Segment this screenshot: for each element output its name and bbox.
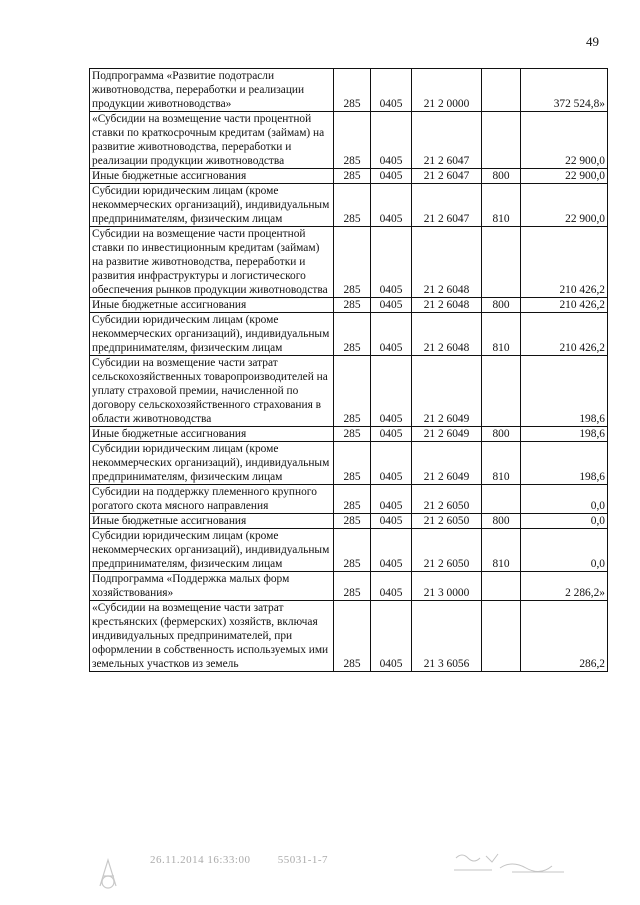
row-section: 0405 (371, 184, 412, 227)
footer (150, 854, 352, 866)
row-section: 0405 (371, 112, 412, 169)
table-row (90, 442, 608, 485)
row-article: 21 2 0000 (412, 69, 482, 112)
row-grbs: 285 (334, 184, 371, 227)
row-section: 0405 (371, 69, 412, 112)
row-grbs: 285 (334, 227, 371, 298)
row-amount: 198,6 (521, 427, 608, 442)
row-article: 21 2 6049 (412, 442, 482, 485)
row-article: 21 2 6048 (412, 313, 482, 356)
budget-table-body (90, 69, 608, 672)
row-expense-kind: 810 (482, 529, 521, 572)
row-grbs: 285 (334, 356, 371, 427)
footer-timestamp: 26.11.2014 16:33:00 (150, 854, 251, 866)
row-article: 21 2 6050 (412, 514, 482, 529)
row-expense-kind (482, 227, 521, 298)
budget-table (89, 68, 608, 672)
row-section: 0405 (371, 427, 412, 442)
row-expense-kind (482, 485, 521, 514)
row-expense-kind: 810 (482, 313, 521, 356)
row-article: 21 3 6056 (412, 601, 482, 672)
row-article: 21 2 6047 (412, 169, 482, 184)
row-section: 0405 (371, 227, 412, 298)
row-article: 21 2 6049 (412, 427, 482, 442)
row-expense-kind: 810 (482, 184, 521, 227)
row-expense-kind (482, 572, 521, 601)
row-expense-kind: 810 (482, 442, 521, 485)
table-row (90, 427, 608, 442)
row-amount: 372 524,8» (521, 69, 608, 112)
row-name: Иные бюджетные ассигнования (90, 298, 334, 313)
row-section: 0405 (371, 313, 412, 356)
row-amount: 198,6 (521, 442, 608, 485)
row-name: «Субсидии на возмещение части процентной ставки по краткосрочным кредитам (займам) на развитие животноводства, переработки и реализации продукции животноводства (90, 112, 334, 169)
row-expense-kind (482, 69, 521, 112)
table-row (90, 184, 608, 227)
row-article: 21 2 6050 (412, 485, 482, 514)
row-amount: 22 900,0 (521, 112, 608, 169)
row-section: 0405 (371, 485, 412, 514)
footer-doc-code: 55031-1-7 (277, 854, 329, 866)
row-expense-kind: 800 (482, 169, 521, 184)
row-amount: 286,2 (521, 601, 608, 672)
row-name: Иные бюджетные ассигнования (90, 169, 334, 184)
row-grbs: 285 (334, 485, 371, 514)
row-amount: 22 900,0 (521, 169, 608, 184)
row-grbs: 285 (334, 601, 371, 672)
row-expense-kind (482, 601, 521, 672)
row-name: Иные бюджетные ассигнования (90, 427, 334, 442)
table-row (90, 313, 608, 356)
row-section: 0405 (371, 529, 412, 572)
row-amount: 22 900,0 (521, 184, 608, 227)
seal-mark (94, 852, 124, 892)
row-section: 0405 (371, 572, 412, 601)
row-name: Иные бюджетные ассигнования (90, 514, 334, 529)
row-article: 21 2 6048 (412, 298, 482, 313)
row-amount: 0,0 (521, 514, 608, 529)
row-section: 0405 (371, 169, 412, 184)
row-grbs: 285 (334, 427, 371, 442)
row-name: Подпрограмма «Поддержка малых форм хозяйствования» (90, 572, 334, 601)
row-name: Субсидии на возмещение части процентной ставки по инвестиционным кредитам (займам) на развитие животноводства, переработки и развития инфраструктуры и логистического обеспечения рынков продукции животноводства (90, 227, 334, 298)
row-name: Подпрограмма «Развитие подотрасли животноводства, переработки и реализации продукции животноводства» (90, 69, 334, 112)
row-grbs: 285 (334, 298, 371, 313)
row-name: Субсидии на поддержку племенного крупного рогатого скота мясного направления (90, 485, 334, 514)
table-row (90, 112, 608, 169)
row-amount: 210 426,2 (521, 298, 608, 313)
row-grbs: 285 (334, 572, 371, 601)
row-name: Субсидии юридическим лицам (кроме некоммерческих организаций), индивидуальным предпринимателям, физическим лицам (90, 529, 334, 572)
row-amount: 0,0 (521, 485, 608, 514)
row-name: Субсидии на возмещение части затрат сельскохозяйственных товаропроизводителей на уплату страховой премии, начисленной по договору сельскохозяйственного страхования в области животноводства (90, 356, 334, 427)
table-row (90, 572, 608, 601)
table-row (90, 514, 608, 529)
signature-stamp (452, 850, 572, 876)
row-expense-kind (482, 112, 521, 169)
row-section: 0405 (371, 298, 412, 313)
row-section: 0405 (371, 601, 412, 672)
row-expense-kind (482, 356, 521, 427)
row-grbs: 285 (334, 514, 371, 529)
row-amount: 0,0 (521, 529, 608, 572)
row-section: 0405 (371, 442, 412, 485)
row-grbs: 285 (334, 112, 371, 169)
table-row (90, 529, 608, 572)
row-section: 0405 (371, 514, 412, 529)
row-section: 0405 (371, 356, 412, 427)
row-name: Субсидии юридическим лицам (кроме некоммерческих организаций), индивидуальным предпринимателям, физическим лицам (90, 313, 334, 356)
row-amount: 210 426,2 (521, 227, 608, 298)
row-article: 21 2 6047 (412, 112, 482, 169)
row-article: 21 2 6047 (412, 184, 482, 227)
row-name: «Субсидии на возмещение части затрат крестьянских (фермерских) хозяйств, включая индивидуальных предпринимателей, при оформлении в собственность используемых ими земельных участков из земель (90, 601, 334, 672)
row-article: 21 3 0000 (412, 572, 482, 601)
table-row (90, 485, 608, 514)
page-number: 49 (586, 34, 599, 49)
row-name: Субсидии юридическим лицам (кроме некоммерческих организаций), индивидуальным предпринимателям, физическим лицам (90, 442, 334, 485)
row-expense-kind: 800 (482, 427, 521, 442)
table-row (90, 356, 608, 427)
table-row (90, 601, 608, 672)
row-amount: 210 426,2 (521, 313, 608, 356)
table-row (90, 169, 608, 184)
row-article: 21 2 6048 (412, 227, 482, 298)
table-row (90, 227, 608, 298)
row-article: 21 2 6049 (412, 356, 482, 427)
row-grbs: 285 (334, 313, 371, 356)
row-amount: 198,6 (521, 356, 608, 427)
row-expense-kind: 800 (482, 298, 521, 313)
table-row (90, 69, 608, 112)
row-amount: 2 286,2» (521, 572, 608, 601)
row-article: 21 2 6050 (412, 529, 482, 572)
row-expense-kind: 800 (482, 514, 521, 529)
table-row (90, 298, 608, 313)
row-grbs: 285 (334, 169, 371, 184)
row-grbs: 285 (334, 69, 371, 112)
row-grbs: 285 (334, 442, 371, 485)
row-name: Субсидии юридическим лицам (кроме некоммерческих организаций), индивидуальным предпринимателям, физическим лицам (90, 184, 334, 227)
row-grbs: 285 (334, 529, 371, 572)
